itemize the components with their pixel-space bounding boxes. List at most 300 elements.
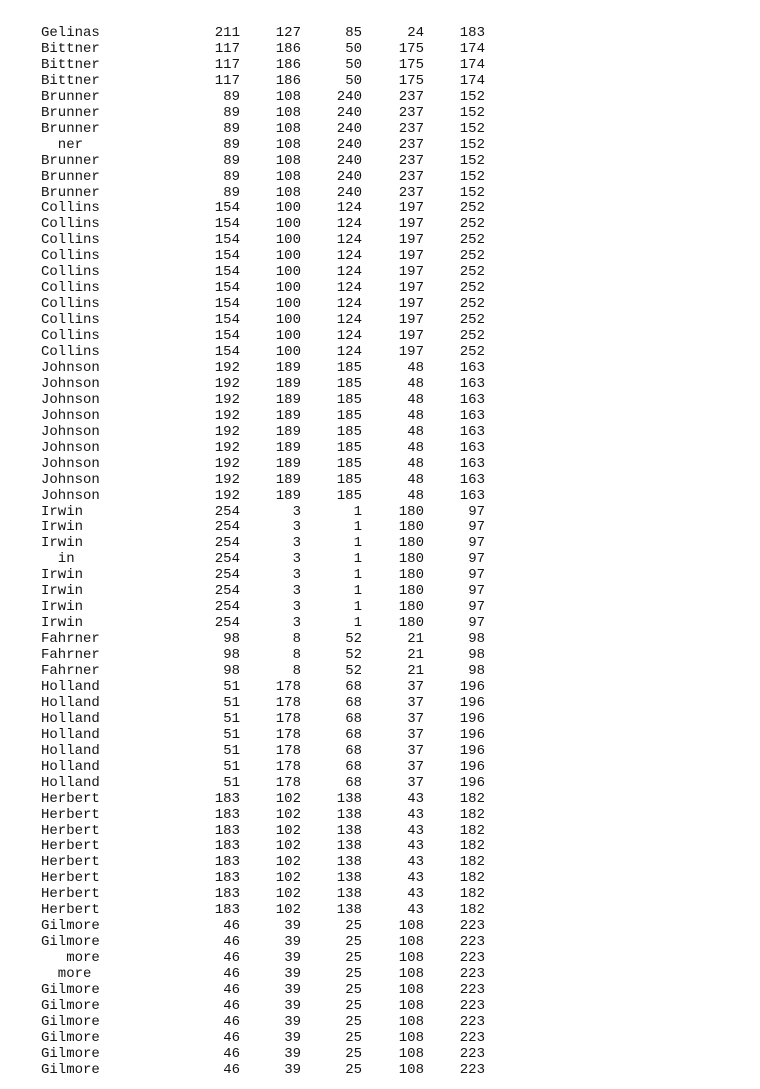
value-cell-1: 51 — [223, 742, 240, 759]
value-cell-5: 152 — [459, 168, 485, 185]
value-cell-2: 178 — [275, 694, 301, 711]
value-cell-3: 240 — [336, 88, 362, 105]
value-cell-4: 180 — [398, 503, 424, 520]
value-cell-2: 178 — [275, 742, 301, 759]
value-cell-2: 189 — [275, 455, 301, 472]
value-cell-3: 138 — [336, 806, 362, 823]
value-cell-5: 98 — [468, 663, 485, 679]
value-cell-2: 3 — [292, 503, 301, 520]
value-cell-4: 197 — [398, 296, 424, 313]
value-cell-2: 189 — [275, 391, 301, 408]
value-cell-1: 51 — [223, 726, 240, 743]
value-cell-4: 237 — [398, 104, 424, 121]
name-cell: Brunner — [41, 168, 100, 185]
value-cell-4: 197 — [398, 248, 424, 265]
name-cell: Herbert — [41, 838, 100, 855]
value-cell-3: 138 — [336, 822, 362, 839]
value-cell-1: 46 — [223, 997, 240, 1014]
name-cell: Collins — [41, 312, 100, 329]
name-cell: Irwin — [41, 567, 84, 584]
value-cell-3: 68 — [345, 710, 362, 727]
value-cell-2: 100 — [275, 264, 301, 281]
value-cell-2: 102 — [275, 790, 301, 807]
value-cell-1: 154 — [214, 312, 240, 329]
value-cell-1: 46 — [223, 934, 240, 951]
value-cell-2: 102 — [275, 902, 301, 919]
value-cell-1: 183 — [214, 790, 240, 807]
value-cell-3: 185 — [336, 423, 362, 440]
value-cell-5: 163 — [459, 407, 485, 424]
table-row — [0, 1062, 760, 1078]
value-cell-5: 152 — [459, 120, 485, 137]
value-cell-2: 189 — [275, 471, 301, 488]
value-cell-5: 163 — [459, 391, 485, 408]
value-cell-5: 152 — [459, 136, 485, 153]
name-cell: Irwin — [41, 615, 84, 632]
value-cell-3: 68 — [345, 758, 362, 775]
value-cell-5: 196 — [459, 774, 485, 791]
name-cell: Johnson — [41, 471, 100, 488]
value-cell-3: 25 — [345, 1029, 362, 1046]
value-cell-5: 163 — [459, 375, 485, 392]
value-cell-1: 254 — [214, 567, 240, 584]
value-cell-5: 152 — [459, 104, 485, 121]
value-cell-1: 254 — [214, 519, 240, 536]
value-cell-4: 37 — [407, 742, 424, 759]
value-cell-4: 197 — [398, 312, 424, 329]
value-cell-4: 108 — [398, 1029, 424, 1046]
value-cell-5: 97 — [468, 503, 485, 520]
table-row — [0, 886, 760, 902]
table-row — [0, 1014, 760, 1030]
value-cell-3: 1 — [353, 519, 362, 536]
table-row — [0, 280, 760, 296]
value-cell-5: 196 — [459, 710, 485, 727]
value-cell-2: 3 — [292, 615, 301, 632]
value-cell-1: 98 — [223, 631, 240, 648]
value-cell-3: 124 — [336, 216, 362, 233]
value-cell-5: 252 — [459, 232, 485, 249]
value-cell-5: 252 — [459, 248, 485, 265]
value-cell-3: 50 — [345, 56, 362, 73]
table-row — [0, 918, 760, 934]
value-cell-2: 127 — [275, 25, 301, 41]
value-cell-3: 124 — [336, 328, 362, 345]
value-cell-2: 3 — [292, 551, 301, 568]
table-row — [0, 567, 760, 583]
value-cell-1: 154 — [214, 216, 240, 233]
value-cell-4: 175 — [398, 56, 424, 73]
table-row — [0, 663, 760, 679]
value-cell-1: 89 — [223, 120, 240, 137]
value-cell-4: 237 — [398, 120, 424, 137]
table-row — [0, 121, 760, 137]
table-row — [0, 934, 760, 950]
value-cell-1: 46 — [223, 982, 240, 998]
value-cell-2: 3 — [292, 583, 301, 600]
value-cell-5: 223 — [459, 934, 485, 951]
value-cell-4: 43 — [407, 838, 424, 855]
value-cell-3: 1 — [353, 503, 362, 520]
table-row — [0, 216, 760, 232]
name-cell: Herbert — [41, 902, 100, 919]
value-cell-1: 192 — [214, 439, 240, 456]
name-cell: Brunner — [41, 120, 100, 137]
value-cell-4: 37 — [407, 758, 424, 775]
value-cell-4: 37 — [407, 678, 424, 695]
value-cell-1: 46 — [223, 1013, 240, 1030]
table-row — [0, 535, 760, 551]
table-row — [0, 519, 760, 535]
value-cell-5: 196 — [459, 758, 485, 775]
value-cell-1: 51 — [223, 710, 240, 727]
value-cell-4: 237 — [398, 152, 424, 169]
name-cell: Collins — [41, 280, 100, 297]
value-cell-4: 197 — [398, 216, 424, 233]
value-cell-3: 138 — [336, 870, 362, 887]
value-cell-5: 223 — [459, 1061, 485, 1078]
value-cell-4: 43 — [407, 854, 424, 871]
value-cell-3: 124 — [336, 248, 362, 265]
value-cell-4: 108 — [398, 950, 424, 967]
table-row — [0, 583, 760, 599]
value-cell-3: 185 — [336, 375, 362, 392]
value-cell-2: 189 — [275, 375, 301, 392]
value-cell-1: 154 — [214, 200, 240, 217]
value-cell-5: 252 — [459, 264, 485, 281]
value-cell-2: 178 — [275, 726, 301, 743]
value-cell-2: 100 — [275, 248, 301, 265]
value-cell-1: 89 — [223, 88, 240, 105]
table-row — [0, 57, 760, 73]
value-cell-2: 102 — [275, 870, 301, 887]
value-cell-4: 197 — [398, 344, 424, 360]
value-cell-4: 197 — [398, 328, 424, 345]
value-cell-2: 8 — [292, 647, 301, 664]
value-cell-1: 154 — [214, 232, 240, 249]
value-cell-4: 43 — [407, 870, 424, 887]
value-cell-3: 1 — [353, 535, 362, 552]
value-cell-4: 180 — [398, 535, 424, 552]
value-cell-5: 163 — [459, 423, 485, 440]
value-cell-4: 237 — [398, 136, 424, 153]
value-cell-3: 25 — [345, 966, 362, 983]
value-cell-2: 8 — [292, 663, 301, 679]
value-cell-2: 39 — [284, 950, 301, 967]
value-cell-1: 254 — [214, 615, 240, 632]
value-cell-2: 39 — [284, 1061, 301, 1078]
value-cell-3: 1 — [353, 599, 362, 616]
value-cell-3: 52 — [345, 631, 362, 648]
value-cell-1: 254 — [214, 599, 240, 616]
name-cell: Holland — [41, 678, 100, 695]
value-cell-2: 186 — [275, 40, 301, 57]
value-cell-3: 185 — [336, 471, 362, 488]
value-cell-2: 178 — [275, 678, 301, 695]
name-cell: Collins — [41, 264, 100, 281]
name-cell: Bittner — [41, 72, 100, 89]
table-row — [0, 966, 760, 982]
table-row — [0, 137, 760, 153]
name-cell: Gilmore — [41, 1029, 100, 1046]
value-cell-2: 39 — [284, 982, 301, 998]
value-cell-4: 43 — [407, 790, 424, 807]
value-cell-2: 189 — [275, 439, 301, 456]
value-cell-4: 48 — [407, 423, 424, 440]
name-cell: Johnson — [41, 439, 100, 456]
value-cell-1: 89 — [223, 168, 240, 185]
table-row — [0, 328, 760, 344]
value-cell-5: 223 — [459, 1045, 485, 1062]
value-cell-4: 108 — [398, 1061, 424, 1078]
name-cell: Herbert — [41, 886, 100, 903]
name-cell: Fahrner — [41, 631, 100, 648]
value-cell-3: 124 — [336, 344, 362, 360]
table-row — [0, 105, 760, 121]
value-cell-1: 192 — [214, 423, 240, 440]
name-cell: Gilmore — [41, 1013, 100, 1030]
value-cell-1: 89 — [223, 136, 240, 153]
name-cell: Johnson — [41, 391, 100, 408]
value-cell-4: 37 — [407, 694, 424, 711]
value-cell-1: 154 — [214, 280, 240, 297]
value-cell-1: 46 — [223, 918, 240, 935]
value-cell-1: 183 — [214, 854, 240, 871]
value-cell-5: 174 — [459, 72, 485, 89]
value-cell-4: 24 — [407, 25, 424, 41]
value-cell-2: 3 — [292, 535, 301, 552]
table-row — [0, 727, 760, 743]
value-cell-3: 25 — [345, 934, 362, 951]
value-cell-2: 108 — [275, 168, 301, 185]
table-row — [0, 169, 760, 185]
value-cell-2: 108 — [275, 152, 301, 169]
value-cell-5: 97 — [468, 551, 485, 568]
name-cell: Gilmore — [41, 918, 100, 935]
value-cell-2: 102 — [275, 838, 301, 855]
value-cell-3: 1 — [353, 551, 362, 568]
name-cell: Collins — [41, 344, 100, 360]
name-cell: Holland — [41, 726, 100, 743]
value-cell-1: 154 — [214, 328, 240, 345]
name-cell: Johnson — [41, 455, 100, 472]
value-cell-3: 25 — [345, 950, 362, 967]
value-cell-3: 124 — [336, 232, 362, 249]
value-cell-1: 117 — [214, 56, 240, 73]
value-cell-5: 196 — [459, 742, 485, 759]
value-cell-4: 180 — [398, 583, 424, 600]
value-cell-4: 37 — [407, 710, 424, 727]
value-cell-4: 48 — [407, 359, 424, 376]
value-cell-4: 108 — [398, 1045, 424, 1062]
name-cell: ner — [41, 136, 84, 153]
name-cell: Gilmore — [41, 982, 100, 998]
value-cell-5: 196 — [459, 678, 485, 695]
value-cell-5: 97 — [468, 535, 485, 552]
value-cell-4: 175 — [398, 40, 424, 57]
table-row — [0, 312, 760, 328]
value-cell-1: 254 — [214, 551, 240, 568]
table-row — [0, 679, 760, 695]
table-row — [0, 185, 760, 201]
value-cell-4: 180 — [398, 599, 424, 616]
table-row — [0, 838, 760, 854]
table-row — [0, 153, 760, 169]
value-cell-5: 163 — [459, 455, 485, 472]
value-cell-1: 51 — [223, 694, 240, 711]
name-cell: Holland — [41, 758, 100, 775]
value-cell-1: 183 — [214, 806, 240, 823]
table-row — [0, 264, 760, 280]
name-cell: Herbert — [41, 790, 100, 807]
value-cell-3: 25 — [345, 1061, 362, 1078]
value-cell-4: 48 — [407, 375, 424, 392]
value-cell-5: 152 — [459, 184, 485, 201]
value-cell-4: 175 — [398, 72, 424, 89]
value-cell-2: 100 — [275, 328, 301, 345]
value-cell-1: 46 — [223, 966, 240, 983]
value-cell-4: 48 — [407, 487, 424, 504]
value-cell-1: 154 — [214, 264, 240, 281]
value-cell-5: 97 — [468, 599, 485, 616]
value-cell-3: 240 — [336, 184, 362, 201]
value-cell-3: 124 — [336, 296, 362, 313]
value-cell-3: 25 — [345, 982, 362, 998]
value-cell-5: 182 — [459, 822, 485, 839]
value-cell-3: 52 — [345, 663, 362, 679]
table-row — [0, 456, 760, 472]
value-cell-1: 192 — [214, 471, 240, 488]
name-cell: Gelinas — [41, 25, 100, 41]
value-cell-5: 252 — [459, 344, 485, 360]
value-cell-4: 48 — [407, 391, 424, 408]
name-cell: Herbert — [41, 870, 100, 887]
value-cell-1: 89 — [223, 152, 240, 169]
table-row — [0, 392, 760, 408]
name-cell: Irwin — [41, 599, 84, 616]
value-cell-2: 108 — [275, 120, 301, 137]
value-cell-3: 240 — [336, 120, 362, 137]
table-row — [0, 488, 760, 504]
value-cell-3: 1 — [353, 583, 362, 600]
value-cell-4: 43 — [407, 822, 424, 839]
value-cell-5: 196 — [459, 694, 485, 711]
table-row — [0, 743, 760, 759]
table-row — [0, 759, 760, 775]
value-cell-1: 154 — [214, 248, 240, 265]
value-cell-2: 3 — [292, 519, 301, 536]
value-cell-4: 108 — [398, 966, 424, 983]
value-cell-5: 152 — [459, 152, 485, 169]
value-cell-2: 178 — [275, 774, 301, 791]
value-cell-2: 100 — [275, 312, 301, 329]
name-cell: Irwin — [41, 583, 84, 600]
name-cell: Gilmore — [41, 1061, 100, 1078]
name-cell: Bittner — [41, 56, 100, 73]
table-row — [0, 344, 760, 360]
value-cell-3: 25 — [345, 918, 362, 935]
value-cell-1: 46 — [223, 1029, 240, 1046]
value-cell-5: 152 — [459, 88, 485, 105]
value-cell-1: 98 — [223, 647, 240, 664]
table-row — [0, 711, 760, 727]
value-cell-3: 138 — [336, 854, 362, 871]
value-cell-5: 163 — [459, 359, 485, 376]
value-cell-3: 138 — [336, 902, 362, 919]
value-cell-2: 39 — [284, 918, 301, 935]
value-cell-4: 237 — [398, 184, 424, 201]
table-row — [0, 902, 760, 918]
table-row — [0, 424, 760, 440]
value-cell-3: 25 — [345, 1013, 362, 1030]
value-cell-1: 183 — [214, 870, 240, 887]
table-row — [0, 1046, 760, 1062]
value-cell-2: 102 — [275, 822, 301, 839]
value-cell-3: 240 — [336, 168, 362, 185]
value-cell-5: 223 — [459, 950, 485, 967]
table-row — [0, 982, 760, 998]
value-cell-2: 178 — [275, 758, 301, 775]
value-cell-3: 124 — [336, 200, 362, 217]
table-row — [0, 647, 760, 663]
value-cell-5: 182 — [459, 870, 485, 887]
value-cell-3: 50 — [345, 72, 362, 89]
value-cell-4: 21 — [407, 663, 424, 679]
name-cell: Herbert — [41, 806, 100, 823]
table-row — [0, 823, 760, 839]
value-cell-5: 252 — [459, 200, 485, 217]
table-row — [0, 615, 760, 631]
value-cell-3: 124 — [336, 280, 362, 297]
value-cell-1: 154 — [214, 296, 240, 313]
value-cell-3: 124 — [336, 264, 362, 281]
name-cell: Johnson — [41, 407, 100, 424]
value-cell-2: 100 — [275, 232, 301, 249]
name-cell: Holland — [41, 710, 100, 727]
value-cell-3: 138 — [336, 886, 362, 903]
value-cell-3: 138 — [336, 838, 362, 855]
value-cell-1: 183 — [214, 886, 240, 903]
value-cell-5: 223 — [459, 966, 485, 983]
value-cell-3: 85 — [345, 25, 362, 41]
table-row — [0, 248, 760, 264]
value-cell-5: 163 — [459, 439, 485, 456]
table-row — [0, 807, 760, 823]
name-cell: Johnson — [41, 375, 100, 392]
value-cell-5: 182 — [459, 838, 485, 855]
value-cell-5: 252 — [459, 280, 485, 297]
value-cell-5: 182 — [459, 886, 485, 903]
value-cell-3: 68 — [345, 678, 362, 695]
table-row — [0, 599, 760, 615]
value-cell-5: 97 — [468, 519, 485, 536]
value-cell-3: 185 — [336, 359, 362, 376]
value-cell-3: 185 — [336, 391, 362, 408]
value-cell-5: 196 — [459, 726, 485, 743]
value-cell-1: 117 — [214, 40, 240, 57]
name-cell: Brunner — [41, 88, 100, 105]
value-cell-5: 252 — [459, 312, 485, 329]
value-cell-3: 1 — [353, 615, 362, 632]
value-cell-1: 192 — [214, 391, 240, 408]
name-cell: Fahrner — [41, 663, 100, 679]
value-cell-4: 237 — [398, 88, 424, 105]
value-cell-3: 185 — [336, 487, 362, 504]
value-cell-5: 97 — [468, 567, 485, 584]
name-cell: Brunner — [41, 104, 100, 121]
table-row — [0, 41, 760, 57]
value-cell-1: 89 — [223, 104, 240, 121]
